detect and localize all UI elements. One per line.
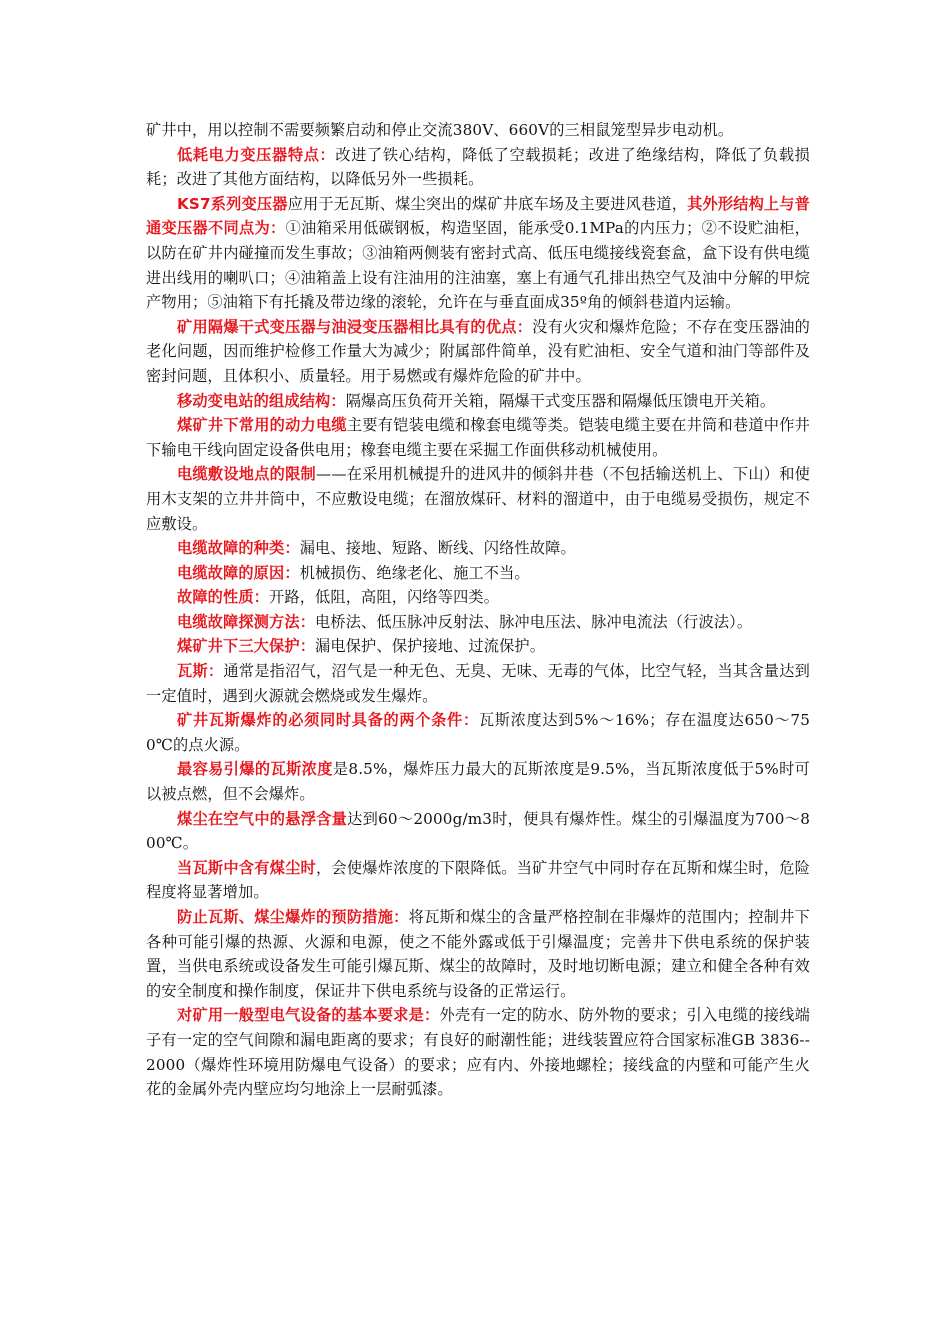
paragraph-equipment-requirements xyxy=(146,1003,810,1101)
paragraph-heading: 煤矿井下常用的动力电缆 xyxy=(177,416,347,435)
paragraph-heading-secondary: 其外形结构上与普通变压器不同点为： xyxy=(146,194,811,238)
paragraph-text: 漏电、接地、短路、断线、闪络性故障。 xyxy=(299,539,576,558)
paragraph-heading: 矿用隔爆干式变压器与油浸变压器相比具有的优点： xyxy=(177,317,533,336)
paragraph-continued xyxy=(146,118,810,143)
paragraph-cable-laying-limits xyxy=(146,462,810,536)
paragraph-text: ①油箱采用低碳钢板，构造坚固，能承受0.1MPa的内压力；②不设贮油柜，以防在矿井内碰撞而发生事故；③油箱两侧装有密封式高、低压电缆接线瓷套盒，盒下设有供电缆进出线用的喇叭口；④油箱盖上设有注油用的注油塞，塞上有通气孔排出热空气及油中分解的甲烷产物用；⑤油箱下有托撬及带边缘的滚轮，允许在与垂直面成35º角的倾斜巷道内运输。 xyxy=(146,219,810,312)
paragraph-heading: 电缆故障探测方法： xyxy=(177,612,316,631)
paragraph-gas-concentration xyxy=(146,757,810,806)
paragraph-heading: 矿井瓦斯爆炸的必须同时具备的两个条件： xyxy=(177,711,479,730)
paragraph-coal-dust xyxy=(146,807,810,856)
paragraph-text: 外壳有一定的防水、防外物的要求；引入电缆的接线端子有一定的空气间隙和漏电距离的要求；有良好的耐潮性能；进线装置应符合国家标准GB 3836--2000（爆炸性环境用防爆电气设备）的要求；应有内、外接地螺栓；接线盒的内壁和可能产生火花的金属外壳内壁应均匀地涂上一层耐弧漆。 xyxy=(146,1006,810,1099)
paragraph-text: ——在采用机械提升的进风井的倾斜井巷（不包括输送机上、下山）和使用木支架的立井井筒中，不应敷设电缆；在溜放煤矸、材料的溜道中，由于电缆易受损伤，规定不应敷设。 xyxy=(146,465,810,533)
paragraph-gas xyxy=(146,659,810,708)
paragraph-heading: 电缆故障的种类： xyxy=(177,539,300,558)
paragraph-heading: 电缆敷设地点的限制 xyxy=(177,465,316,484)
paragraph-heading: 当瓦斯中含有煤尘时 xyxy=(177,858,316,877)
paragraph-dry-transformer-advantages xyxy=(146,315,810,389)
paragraph-cable-fault-causes xyxy=(146,561,810,586)
paragraph-power-cables xyxy=(146,413,810,462)
paragraph-text: 达到60～2000g/m3时，便具有爆炸性。煤尘的引爆温度为700～800℃。 xyxy=(146,809,811,853)
paragraph-heading: 对矿用一般型电气设备的基本要求是： xyxy=(177,1006,440,1025)
paragraph-text: 通常是指沼气，沼气是一种无色、无臭、无味、无毒的气体，比空气轻，当其含量达到一定值时，遇到火源就会燃烧或发生爆炸。 xyxy=(146,662,810,705)
paragraph-text: 应用于无瓦斯、煤尘突出的煤矿井底车场及主要进风巷道， xyxy=(287,194,688,213)
paragraph-cable-fault-types xyxy=(146,536,810,561)
paragraph-explosion-conditions xyxy=(146,708,810,757)
paragraph-heading: 瓦斯： xyxy=(177,662,224,681)
paragraph-heading: 最容易引爆的瓦斯浓度 xyxy=(177,760,333,779)
paragraph-prevention-measures xyxy=(146,905,810,1003)
paragraph-fault-detection xyxy=(146,610,810,635)
paragraph-heading: 煤尘在空气中的悬浮含量 xyxy=(177,809,348,828)
paragraph-text: 矿井中，用以控制不需要频繁启动和停止交流380V、660V的三相鼠笼型异步电动机。 xyxy=(146,121,734,139)
paragraph-text: 是8.5%，爆炸压力最大的瓦斯浓度是9.5%，当瓦斯浓度低于5%时可以被点燃，但不会爆炸。 xyxy=(146,760,810,804)
paragraph-gas-with-dust xyxy=(146,856,810,905)
paragraph-mobile-substation xyxy=(146,389,810,414)
paragraph-fault-nature xyxy=(146,585,810,610)
paragraph-text: 开路，低阻，高阻，闪络等四类。 xyxy=(269,588,500,607)
paragraph-heading: 防止瓦斯、煤尘爆炸的预防措施： xyxy=(177,908,409,926)
paragraph-text: 改进了铁心结构，降低了空载损耗；改进了绝缘结构，降低了负载损耗；改进了其他方面结构，以降低另外一些损耗。 xyxy=(146,145,810,189)
paragraph-text: 将瓦斯和煤尘的含量严格控制在非爆炸的范围内；控制井下各种可能引爆的热源、火源和电源，使之不能外露或低于引爆温度；完善井下供电系统的保护装置，当供电系统或设备发生可能引爆瓦斯、煤尘的故障时，及时地切断电源；建立和健全各种有效的安全制度和操作制度，保证井下供电系统与设备的正常运行。 xyxy=(146,908,810,1000)
paragraph-heading: 移动变电站的组成结构： xyxy=(177,391,346,410)
paragraph-text: 隔爆高压负荷开关箱，隔爆干式变压器和隔爆低压馈电开关箱。 xyxy=(345,391,776,410)
paragraph-text: 机械损伤、绝缘老化、施工不当。 xyxy=(299,563,530,582)
paragraph-heading: 低耗电力变压器特点： xyxy=(177,145,336,164)
paragraph-low-loss-transformer xyxy=(146,143,810,192)
paragraph-text: 电桥法、低压脉冲反射法、脉冲电压法、脉冲电流法（行波法）。 xyxy=(315,612,753,631)
paragraph-heading: 煤矿井下三大保护： xyxy=(177,637,316,656)
paragraph-three-protections xyxy=(146,634,810,659)
paragraph-text: 没有火灾和爆炸危险；不存在变压器油的老化问题，因而维护检修工作量大为减少；附属部件简单，没有贮油柜、安全气道和油门等部件及密封问题，且体积小、质量轻。用于易燃或有爆炸危险的矿井中。 xyxy=(146,317,810,385)
paragraph-heading: 电缆故障的原因： xyxy=(177,563,300,582)
paragraph-text: 瓦斯浓度达到5%～16%；存在温度达650～750℃的点火源。 xyxy=(146,711,811,754)
paragraph-heading: 故障的性质： xyxy=(177,588,270,607)
paragraph-text: ，会使爆炸浓度的下限降低。当矿井空气中同时存在瓦斯和煤尘时，危险程度将显著增加。 xyxy=(146,858,810,902)
paragraph-ks7-transformer xyxy=(146,192,810,315)
paragraph-text: 主要有铠装电缆和橡套电缆等类。铠装电缆主要在井筒和巷道中作井下输电干线向固定设备供电用；橡套电缆主要在采掘工作面供移动机械使用。 xyxy=(146,416,810,459)
paragraph-heading: KS7系列变压器 xyxy=(177,194,288,213)
paragraph-text: 漏电保护、保护接地、过流保护。 xyxy=(315,637,546,656)
